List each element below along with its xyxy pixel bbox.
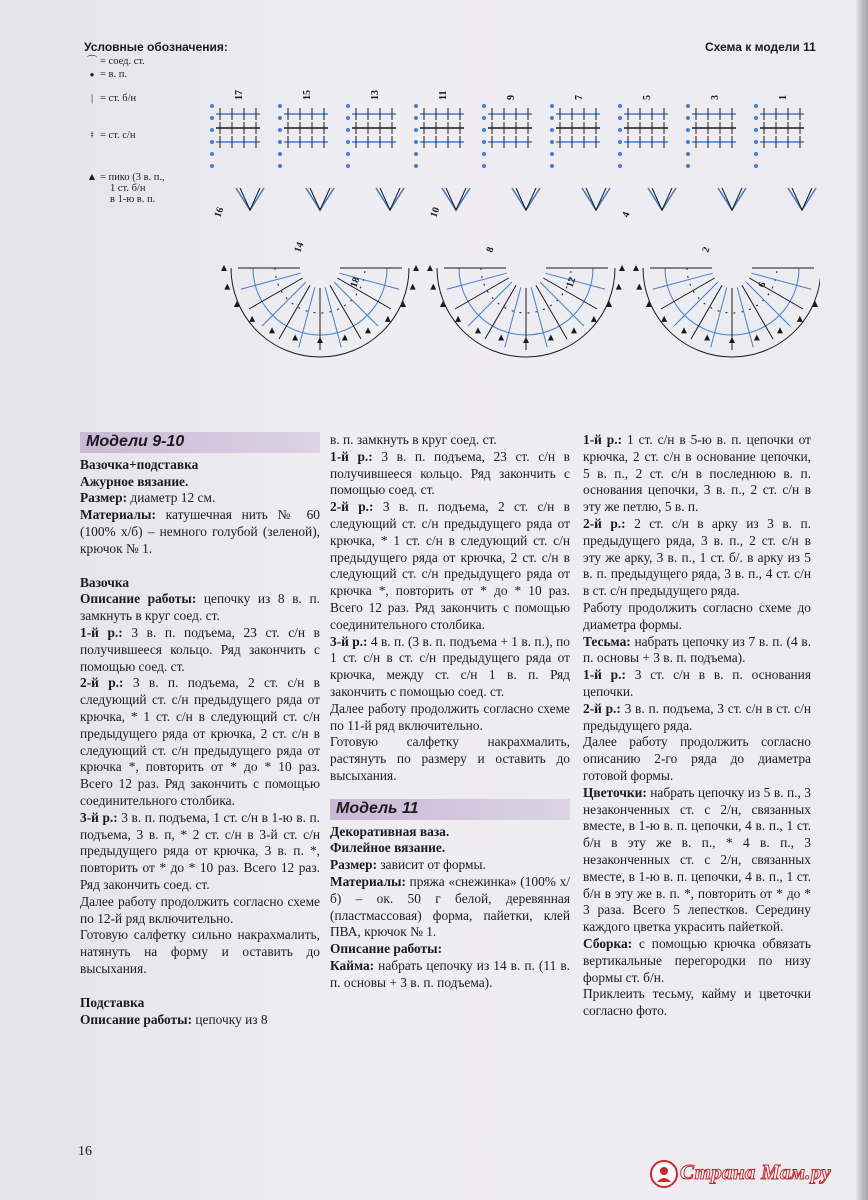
row-number-label: 1 [778,95,789,100]
picot-mark [498,335,504,341]
chain-dot [346,128,350,132]
row-number-label: 14 [292,240,307,255]
paragraph [583,432,811,516]
fan-stitch [711,287,727,347]
paragraph [330,958,570,992]
legend-title: Условные обозначения: [84,40,228,54]
paragraph-text: 3 в. п. подъема, 2 ст. с/н в следующий ст. с/н предыдущего ряда от крючка, * 1 ст. с/н в следующий ст. с/н предыдущего ряда от крючка, 2 ст. с/н в следующий ст. с/н предыдущего ряда от крючка *, повторить от * до * 10 раз. Всего 12 раз. Ряд закончить с помощью соединительного столбика. [80,675,320,808]
paragraph-text: Работу продолжить согласно схеме до диаметра формы. [583,599,811,632]
legend-label: = пико (3 в. п., [100,172,165,183]
paragraph [330,432,570,449]
paragraph [583,516,811,600]
paragraph-text: в. п. замкнуть в круг соед. ст. [330,432,497,447]
paragraph [330,499,570,633]
chain-dot [346,152,350,156]
legend-item [86,130,135,141]
fan-stitch [325,287,341,347]
legend-item [86,93,136,104]
paragraph-text: зависит от формы. [377,857,486,873]
chain-dot [414,140,418,144]
paragraph [80,457,320,474]
chain-stitch-icon: ● [89,70,95,79]
chain-dot [550,164,554,168]
picot-mark [591,316,597,322]
paragraph-label: Кайма: [330,957,375,973]
chain-dot [346,116,350,120]
picot-mark [475,327,481,333]
legend-label: = ст. б/н [100,93,137,104]
picot-mark [269,327,275,333]
paragraph [583,701,811,735]
paragraph-text: Далее работу продолжить согласно схеме по 11-й ряд включительно. [330,700,570,733]
chain-dot [754,152,758,156]
paragraph-label: 1-й р.: [330,448,373,464]
paragraph-text: набрать цепочку из 5 в. п., 3 незаконченных ст. с 2/н, связанных вместе, в 1-ю в. п. цепочки, 4 в. п., 1 ст. б/н в эту же в. п., * 4 в. п., 3 незаконченных ст. с 2/н, связанных вместе, в 1-ю в. п. цепочки, 4 в. п., 1 ст. б/н в эту же в. п. *, повторить от * до * 3 раза. Всего 5 лепестков. Середину каждого цветка украсить пайеткой. [583,784,811,935]
chain-dot [278,128,282,132]
row-number-label: 8 [484,245,497,255]
chain-dot [618,128,622,132]
picot-mark [410,284,416,290]
chain-dot [278,116,282,120]
legend-item [86,69,127,80]
section-heading: Модель 11 [330,799,570,820]
chain-dot [618,116,622,120]
paragraph [80,927,320,977]
picot-mark [616,284,622,290]
paragraph-text: катушечная нить № 60 (100% х/б) – немного голубой (зеленой), крючок № 1. [80,507,320,556]
v-stitch [442,188,470,210]
column-models-9-10 [80,432,320,1028]
chain-dot [618,152,622,156]
column-model-11 [583,432,811,1020]
fan-stitch [299,287,315,347]
paragraph-label: Цветочки: [583,784,647,800]
paragraph-label: 1-й р.: [80,624,123,640]
fan-stitch [241,273,301,289]
paragraph-text: цепочку из 8 [192,1011,268,1027]
paragraph-text: 3 в. п. подъема, 1 ст. с/н в 1-ю в. п. подъема, 3 в. п, * 2 ст. с/н в 3-й ст. с/н предыдущего ряда от крючка, 3 в. п. *, повторить от * до * 10 раз. Всего 12 раз. Ряд закончить соед. ст. [80,809,320,892]
legend-item [110,183,145,194]
legend-label: = ст. с/н [100,130,136,141]
paragraph [80,675,320,809]
paragraph [330,701,570,735]
chain-dot [346,140,350,144]
paragraph [80,575,320,592]
picot-mark [365,327,371,333]
v-stitch [648,188,676,210]
paragraph-text: 3 в. п. подъема, 23 ст. с/н в получившееся кольцо. Ряд закончить с помощью соед. ст. [80,624,320,674]
paragraph [330,941,570,958]
v-stitch [306,188,334,210]
chain-dot [482,128,486,132]
paragraph-label: 2-й р.: [330,499,374,515]
fan-stitch [339,273,399,289]
chain-dot [346,104,350,108]
chain-dot [482,164,486,168]
paragraph [330,857,570,874]
paragraph [583,600,811,634]
paragraph-label: 3-й р.: [330,633,368,649]
paragraph-text: 2 ст. с/н в арку из 3 в. п. предыдущего ряда, 3 в. п., 2 ст. с/н в эту же арку, 3 в. п., 1 ст. б/. в арку из 5 в. п. предыдущего ряда, 3 в. п., 4 ст. с/н в ст. с/н предыдущего ряда. [583,515,811,599]
paragraph-label: 2-й р.: [80,675,124,691]
chain-dot [618,140,622,144]
paragraph [80,894,320,928]
fan-stitch [531,287,547,347]
chain-dot [210,116,214,120]
paragraph-text: Далее работу продолжить согласно схеме по 12-й ряд включительно. [80,893,320,926]
chain-dot [686,164,690,168]
row-number-label: 13 [370,90,381,100]
paragraph-text: Далее работу продолжить согласно описанию 2-го ряда до диаметра готовой формы. [583,734,811,783]
picot-mark [548,335,554,341]
chain-dot [482,152,486,156]
picot-mark [633,265,639,271]
row-number-label: 9 [506,95,517,100]
legend-item [86,56,145,67]
picot-mark [661,316,667,322]
chain-dot [414,104,418,108]
row-number-label: 5 [642,95,653,100]
v-stitch [512,188,540,210]
picot-mark [681,327,687,333]
chain-dot [618,164,622,168]
fan-stitch [447,273,507,289]
paragraph [330,634,570,701]
legend-item [86,172,165,183]
row-number-label: 11 [438,90,449,100]
picot-mark [729,337,735,343]
v-stitch [236,188,264,210]
row-number-label: 18 [348,275,363,290]
chain-dot [482,140,486,144]
picot-mark [427,265,433,271]
chain-dot [686,140,690,144]
chain-dot [414,116,418,120]
paragraph-text: 3 в. п. подъема, 3 ст. с/н в ст. с/н предыдущего ряда. [583,700,811,733]
fan-stitch [505,287,521,347]
picot-mark [430,284,436,290]
chain-dot [754,164,758,168]
chain-dot [754,140,758,144]
paragraph-text: диаметр 12 см. [127,490,216,506]
picot-mark [754,335,760,341]
v-stitch [788,188,816,210]
picot-mark [797,316,803,322]
paragraph-text: набрать цепочку из 14 в. п. (11 в. п. основы + 3 в. п. подъема). [330,957,570,990]
paragraph-label: Тесьма: [583,633,631,649]
picot-mark [292,335,298,341]
paragraph-label: 3-й р.: [80,809,118,825]
legend-item [110,194,155,205]
legend-label: = соед. ст. [100,56,145,67]
page-spine-edge [854,0,868,1200]
paragraph-label: Декоративная ваза. [330,823,450,839]
paragraph-label: Материалы: [80,507,156,523]
paragraph [80,507,320,557]
picot-mark [413,265,419,271]
paragraph-text: набрать цепочку из 7 в. п. (4 в. п. основы + 3 в. п. подъема). [583,633,811,666]
chain-dot [210,152,214,156]
paragraph [80,995,320,1012]
dc-icon: ǂ [90,130,94,141]
column-body [80,457,320,1029]
section-heading: Модели 9-10 [80,432,320,453]
picot-mark [317,337,323,343]
paragraph-label: Описание работы: [330,941,443,957]
picot-mark [619,265,625,271]
chain-dot [550,104,554,108]
picot-mark [342,335,348,341]
legend-label: в 1-ю в. п. [110,194,156,205]
chain-dot [618,104,622,108]
column-body [330,432,570,785]
chain-dot [686,152,690,156]
watermark-text: Страна Мам.ру [680,1160,832,1184]
sc-icon: | [90,93,94,104]
chain-dot [210,128,214,132]
row-number-label: 17 [234,90,245,100]
chain-dot [346,164,350,168]
chain-dot [210,104,214,108]
paragraph-label: Размер: [330,857,378,873]
chain-dot [210,140,214,144]
chain-dot [482,104,486,108]
paragraph [583,734,811,784]
chain-dot [550,152,554,156]
row-number-label: 7 [574,95,585,100]
paragraph-text: 3 в. п. подъема, 2 ст. с/н в следующий ст. с/н предыдущего ряда от крючка, * 1 ст. с/н в следующий ст. с/н предыдущего ряда от крючка, 2 ст. с/н в следующий ст. с/н предыдущего ряда от крючка *, повторить от * до * 10 раз. Всего 12 раз. Ряд закончить с помощью соединительного столбика. [330,499,570,632]
slip-stitch-icon: ⌒ [86,56,98,67]
legend-label: = в. п. [100,69,127,80]
paragraph-label: Ажурное вязание. [80,473,189,489]
paragraph [583,634,811,668]
chain-dot [482,116,486,120]
paragraph [80,625,320,675]
paragraph-text: с помощью крючка обвязать вертикальные перегородки по низу формы ст. б/н. [583,935,811,985]
paragraph-text: 3 ст. с/н в в. п. основания цепочки. [583,667,811,699]
chain-dot [550,140,554,144]
row-number-label: 4 [620,210,633,220]
row-number-label: 15 [302,90,313,100]
paragraph [80,474,320,491]
column-body [583,432,811,1020]
paragraph-text: цепочку из 8 в. п. замкнуть в круг соед. ст. [80,591,320,624]
paragraph-text: 1 ст. с/н в 5-ю в. п. цепочки от крючка, 2 ст. с/н в основание цепочки, 5 в. п., 2 ст. с/н в последнюю в. п. основания цепочки, 3 в. п., 2 ст. с/н в эту же петлю, 5 в. п. [583,432,811,515]
chain-dot [754,104,758,108]
row-number-label: 6 [756,280,769,290]
picot-mark [777,327,783,333]
column-middle [330,432,570,992]
paragraph [80,490,320,507]
row-number-label: 16 [212,205,227,220]
paragraph-label: Размер: [80,490,128,506]
paragraph-text: пряжа «снежинка» (100% х/б) – ок. 50 г белой, деревянная (пластмассовая) форма, пайетки, клей ПВА, крючок № 1. [330,873,570,940]
fan-stitch [737,287,753,347]
picot-mark [455,316,461,322]
paragraph-label: 2-й р.: [583,515,626,531]
column-body [330,824,570,992]
paragraph [330,449,570,499]
paragraph-label: Описание работы: [80,1011,193,1027]
page-number: 16 [78,1144,92,1159]
paragraph-text: Готовую салфетку сильно накрахмалить, натянуть на форму и оставить до высыхания. [80,927,320,976]
picot-icon: ▲ [86,172,98,183]
chain-dot [278,152,282,156]
chain-dot [686,104,690,108]
paragraph-label: Сборка: [583,935,633,951]
picot-mark [704,335,710,341]
paragraph-label: Описание работы: [80,591,197,607]
row-number-label: 3 [710,95,721,100]
chain-dot [550,128,554,132]
paragraph-text: Приклеить тесьму, кайму и цветочки согласно фото. [583,986,811,1019]
paragraph [80,591,320,625]
chain-dot [414,164,418,168]
picot-mark [571,327,577,333]
chain-dot [550,116,554,120]
paragraph-label: Филейное вязание. [330,840,446,856]
paragraph-label: Подставка [80,994,145,1010]
paragraph-label: 1-й р.: [583,432,623,447]
row-number-label: 2 [700,245,713,255]
chain-dot [754,128,758,132]
paragraph-text: 4 в. п. (3 в. п. подъема + 1 в. п.), по 1 ст. с/н в ст. с/н предыдущего ряда от крючка, между ст. с/н 1 в. п. Ряд закончить с помощью соед. ст. [330,633,570,699]
row-number-label: 10 [428,205,443,220]
paragraph-label: Вазочка+подставка [80,456,199,472]
paragraph [330,840,570,857]
picot-mark [224,284,230,290]
chain-dot [754,116,758,120]
picot-mark [221,265,227,271]
paragraph-label: Материалы: [330,873,406,889]
paragraph-text: 3 в. п. подъема, 23 ст. с/н в получившееся кольцо. Ряд закончить с помощью соед. ст. [330,448,570,498]
paragraph [583,785,811,936]
crochet-chart [190,88,820,358]
paragraph [80,1012,320,1029]
chain-dot [686,116,690,120]
paragraph-label: Вазочка [80,574,130,590]
chain-dot [414,152,418,156]
paragraph [583,667,811,701]
v-stitch [718,188,746,210]
paragraph [330,824,570,841]
row-number-label: 12 [564,275,579,290]
fan-stitch [653,273,713,289]
scheme-title: Схема к модели 11 [705,40,816,54]
picot-mark [636,284,642,290]
paragraph [583,936,811,986]
paragraph [80,810,320,894]
picot-mark [385,316,391,322]
chain-dot [278,104,282,108]
picot-mark [523,337,529,343]
paragraph-text: Готовую салфетку накрахмалить, растянуть по размеру и оставить до высыхания. [330,734,570,783]
paragraph [330,734,570,784]
legend-label: 1 ст. б/н [110,183,146,194]
chain-dot [210,164,214,168]
chain-dot [686,128,690,132]
chain-dot [414,128,418,132]
paragraph [330,874,570,941]
paragraph [583,986,811,1020]
chain-dot [278,140,282,144]
v-stitch [582,188,610,210]
chain-dot [278,164,282,168]
v-stitch [376,188,404,210]
paragraph-gap [80,558,320,575]
paragraph-gap [80,978,320,995]
paragraph-label: 1-й р.: [583,667,626,683]
picot-mark [249,316,255,322]
paragraph-label: 2-й р.: [583,700,621,716]
